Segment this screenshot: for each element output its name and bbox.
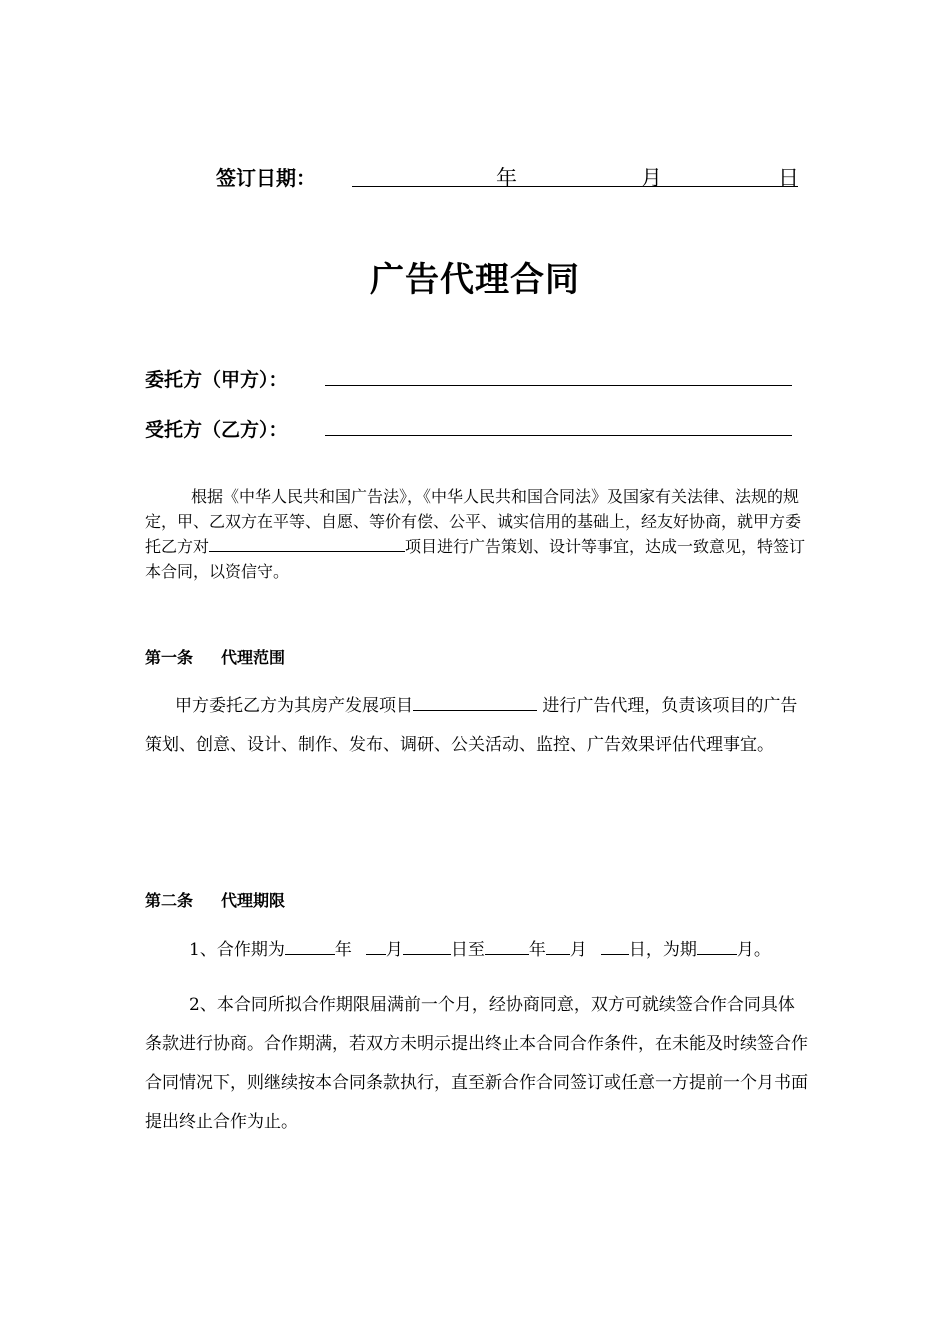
party-b-blank [325,435,792,436]
section2-number: 第二条 [145,891,194,910]
signing-date-label: 签订日期： [216,166,316,190]
item1-month2-unit: 月 [569,940,587,960]
preamble-paragraph [145,484,810,584]
party-a-blank [325,385,792,386]
section1-text-end: 进行广告代理，负责该项目的广告策划、创意、设计、制作、发布、调研、公关活动、监控、广告效果评估代理事宜。 [145,696,798,755]
section2-item2: 2、本合同所拟合作期限届满前一个月，经协商同意，双方可就续签合作合同具体条款进行协商。合作期满，若双方未明示提出终止本合同合作条件，在未能及时续签合作合同情况下，则继续按本合同条款执行，直至新合作合同签订或任意一方提前一个月书面提出终止合作为止。 [145,995,808,1132]
section2-title: 代理期限 [221,891,286,910]
item1-period-blank [697,940,737,955]
item1-day1-blank [403,940,451,955]
item1-month1-unit: 月 [385,940,403,960]
section2-heading [145,888,285,911]
preamble-text-start: 根据《中华人民共和国广告法》，《中华人民共和国合同法》及国家有关法律、法规的规定，甲、乙双方在平等、自愿、等价有偿、公平、诚实信用的基础上，经友好协商，就甲方委托乙方对 [145,487,802,556]
item1-day2-blank [601,940,629,955]
party-a-label: 委托方（甲方）： [145,369,288,391]
section1-text-start: 甲方委托乙方为其房产发展项目 [175,696,413,716]
preamble-project-blank [209,537,405,552]
section2-item1 [145,931,810,970]
preamble-text-end: 项目进行广告策划、设计等事宜，达成一致意见，特签订本合同，以资信守。 [145,537,806,581]
item1-year1-blank [285,940,335,955]
party-b-row [145,413,795,447]
section1-title: 代理范围 [221,648,286,667]
section1-number: 第一条 [145,648,194,667]
signing-date-blank [352,186,798,187]
signing-date-month-unit: 月 [641,166,662,190]
section1-heading [145,645,285,668]
item1-year2-unit: 年 [528,940,546,960]
item1-day2-unit: 日，为期 [628,940,697,960]
section1-paragraph [145,687,810,765]
contract-title: 广告代理合同 [370,260,580,300]
signing-date-day-unit: 日 [778,166,799,190]
item1-year2-blank [485,940,529,955]
item1-month1-blank [366,940,386,955]
party-b-label: 受托方（乙方）： [145,419,288,441]
party-a-row [145,363,795,397]
item1-prefix: 1、合作期为 [189,940,285,960]
signing-date-row [216,158,806,194]
item1-year1-unit: 年 [334,940,352,960]
item1-day1-unit: 日至 [450,940,485,960]
item1-period-unit: 月。 [736,940,771,960]
section1-project-blank [413,696,537,711]
item1-month2-blank [546,940,570,955]
signing-date-year-unit: 年 [496,166,517,190]
